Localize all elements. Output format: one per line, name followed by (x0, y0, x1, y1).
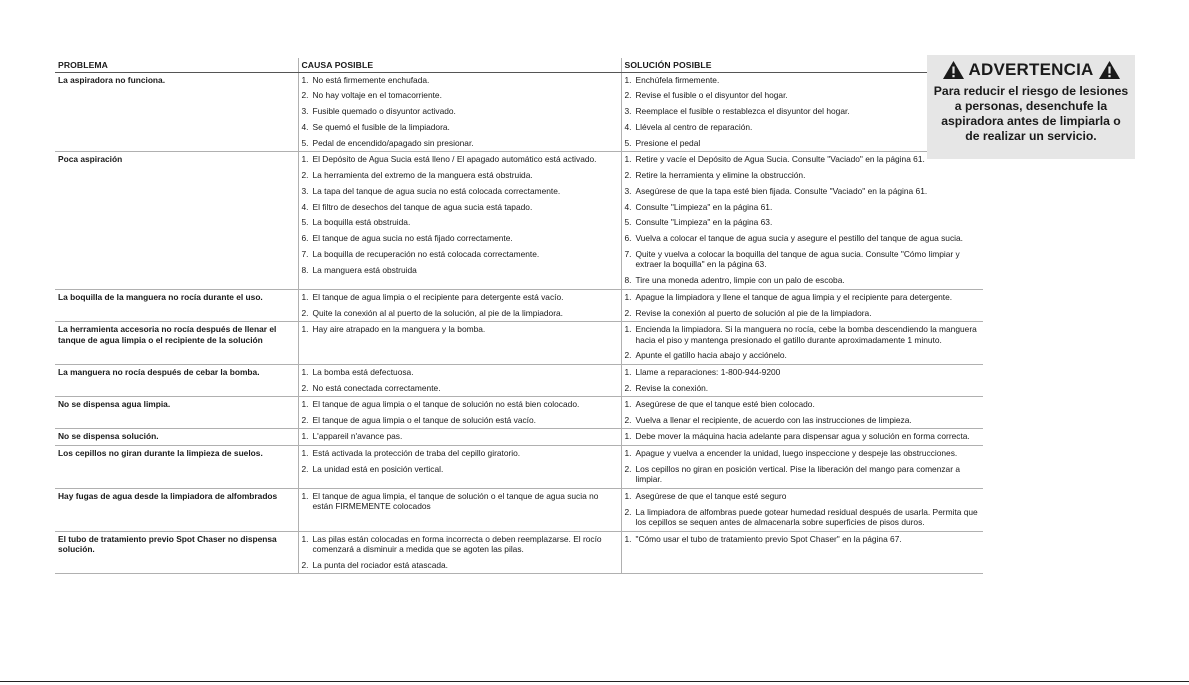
problem-cell: No se dispensa agua limpia. (55, 397, 298, 429)
troubleshooting-table (55, 58, 983, 574)
solution-item (625, 399, 981, 410)
footer-rule (0, 681, 1189, 682)
solution-list (625, 367, 981, 393)
item-number: 2. (301, 307, 309, 318)
item-text: La unidad está en posición vertical. (312, 463, 444, 474)
cause-item (302, 491, 618, 512)
cause-item (302, 217, 618, 228)
item-number: 3. (301, 185, 309, 196)
item-text: Llévela al centro de reparación. (635, 121, 753, 132)
item-number: 2. (624, 506, 632, 517)
solution-item (625, 464, 981, 485)
cause-item (302, 399, 618, 410)
item-number: 1. (624, 366, 632, 377)
cause-list (302, 292, 618, 318)
item-number: 1. (301, 154, 309, 165)
cause-item (302, 308, 618, 319)
item-number: 5. (301, 137, 309, 148)
cause-cell (298, 72, 621, 152)
item-text: El tanque de agua limpia o el tanque de solución no está bien colocado. (312, 399, 580, 410)
item-text: Presione el pedal (635, 137, 701, 148)
item-number: 8. (301, 264, 309, 275)
item-number: 1. (301, 447, 309, 458)
item-number: 7. (624, 248, 632, 259)
item-text: Revise la conexión al puerto de solución al pie de la limpiadora. (635, 307, 872, 318)
item-number: 1. (624, 291, 632, 302)
item-text: El tanque de agua limpia, el tanque de solución o el tanque de agua sucia no están FIRMEMENTE colocados (312, 490, 599, 512)
item-number: 1. (624, 533, 632, 544)
item-text: Revise el fusible o el disyuntor del hogar. (635, 90, 788, 101)
item-text: Asegúrese de que el tanque esté seguro (635, 490, 787, 501)
item-text: Retire la herramienta y elimine la obstrucción. (635, 169, 806, 180)
item-number: 2. (624, 169, 632, 180)
item-text: Retire y vacíe el Depósito de Agua Sucia. Consulte "Vaciado" en la página 61. (635, 154, 925, 165)
item-number: 1. (624, 399, 632, 410)
solution-cell (621, 322, 983, 365)
problem-cell: La boquilla de la manguera no rocía durante el uso. (55, 289, 298, 321)
item-text: Apague y vuelva a encender la unidad, luego inspeccione y despeje las obstrucciones. (635, 447, 958, 458)
item-text: La boquilla de recuperación no está colocada correctamente. (312, 248, 540, 259)
cause-item (302, 75, 618, 86)
cause-item (302, 122, 618, 133)
solution-list (625, 448, 981, 485)
cause-list (302, 431, 618, 442)
item-text: El tanque de agua limpia o el recipiente para detergente está vacío. (312, 291, 564, 302)
item-text: El tanque de agua limpia o el tanque de solución está vacío. (312, 414, 536, 425)
solution-list (625, 491, 981, 528)
cause-item (302, 464, 618, 475)
item-text: Debe mover la máquina hacia adelante para dispensar agua y solución en forma correcta. (635, 431, 970, 442)
cause-item (302, 560, 618, 571)
table-row (55, 531, 983, 574)
item-number: 3. (624, 106, 632, 117)
item-text: No está conectada correctamente. (312, 382, 441, 393)
warning-title: ADVERTENCIA (968, 60, 1094, 79)
table-row (55, 429, 983, 446)
solution-item (625, 217, 981, 228)
item-number: 6. (624, 233, 632, 244)
table-row (55, 152, 983, 290)
item-text: Los cepillos no giran en posición vertical. Pise la liberación del mango para comenzar a limpiar. (635, 463, 960, 485)
solution-item (625, 308, 981, 319)
solution-item (625, 367, 981, 378)
cause-list (302, 75, 618, 149)
header-solution: SOLUCIÓN POSIBLE (621, 58, 983, 72)
item-number: 2. (301, 414, 309, 425)
table-row (55, 488, 983, 531)
cause-item (302, 106, 618, 117)
cause-item (302, 415, 618, 426)
item-text: Enchúfela firmemente. (635, 74, 720, 85)
item-text: Revise la conexión. (635, 382, 709, 393)
item-text: Las pilas están colocadas en forma incorrecta o deben reemplazarse. El rocío comenzará a disminuir a medida que se agoten las pilas. (312, 533, 602, 555)
cause-item (302, 154, 618, 165)
warning-header (927, 60, 1135, 80)
cause-item (302, 90, 618, 101)
item-text: La tapa del tanque de agua sucia no está colocada correctamente. (312, 185, 561, 196)
item-number: 1. (301, 533, 309, 544)
item-text: Está activada la protección de traba del cepillo giratorio. (312, 447, 521, 458)
item-text: No hay voltaje en el tomacorriente. (312, 90, 442, 101)
header-problem: PROBLEMA (55, 58, 298, 72)
item-text: La limpiadora de alfombras puede gotear humedad residual después de usarla. Permita que los cepillos se sequen antes de almacenarla sobre superficies de pisos duros. (635, 506, 978, 528)
warning-text: Para reducir el riesgo de lesiones a personas, desenchufe la aspiradora antes de limpiarla o de realizar un servicio. (933, 84, 1129, 143)
item-number: 2. (301, 559, 309, 570)
item-text: Pedal de encendido/apagado sin presionar. (312, 137, 474, 148)
item-text: Apunte el gatillo hacia abajo y acciónelo. (635, 350, 787, 361)
item-text: Consulte "Limpieza" en la página 63. (635, 217, 773, 228)
cause-list (302, 534, 618, 571)
item-number: 1. (624, 324, 632, 335)
item-text: Apague la limpiadora y llene el tanque de agua limpia y el recipiente para detergente. (635, 291, 953, 302)
item-number: 1. (624, 447, 632, 458)
item-number: 7. (301, 248, 309, 259)
solution-item (625, 324, 981, 345)
item-number: 2. (301, 169, 309, 180)
item-text: No está firmemente enchufada. (312, 74, 430, 85)
item-text: El tanque de agua sucia no está fijado correctamente. (312, 233, 513, 244)
cause-list (302, 324, 618, 335)
item-number: 4. (301, 201, 309, 212)
cause-cell (298, 322, 621, 365)
item-number: 1. (301, 431, 309, 442)
solution-item (625, 534, 981, 545)
item-number: 4. (624, 201, 632, 212)
item-text: Consulte "Limpieza" en la página 61. (635, 201, 773, 212)
item-text: Quite la conexión al al puerto de la solución, al pie de la limpiadora. (312, 307, 563, 318)
item-number: 1. (301, 324, 309, 335)
cause-cell (298, 429, 621, 446)
solution-item (625, 350, 981, 361)
item-number: 1. (301, 291, 309, 302)
warning-triangle-icon (942, 60, 965, 80)
item-number: 2. (301, 90, 309, 101)
item-number: 1. (301, 399, 309, 410)
solution-item (625, 491, 981, 502)
item-text: L'appareil n'avance pas. (312, 431, 403, 442)
item-text: Vuelva a colocar el tanque de agua sucia y asegure el pestillo del tanque de agua sucia. (635, 233, 963, 244)
item-number: 5. (301, 217, 309, 228)
problem-cell: La manguera no rocía después de cebar la bomba. (55, 364, 298, 396)
cause-cell (298, 531, 621, 574)
cause-item (302, 367, 618, 378)
problem-cell: Los cepillos no giran durante la limpieza de suelos. (55, 445, 298, 488)
cause-list (302, 491, 618, 512)
problem-cell: La herramienta accesoria no rocía después de llenar el tanque de agua limpia o el recipiente de la solución (55, 322, 298, 365)
cause-item (302, 186, 618, 197)
item-text: Llame a reparaciones: 1-800-944-9200 (635, 366, 781, 377)
solution-cell (621, 429, 983, 446)
solution-item (625, 448, 981, 459)
solution-list (625, 534, 981, 545)
item-text: Asegúrese de que el tanque esté bien colocado. (635, 399, 815, 410)
solution-cell (621, 531, 983, 574)
solution-item (625, 507, 981, 528)
table-row (55, 289, 983, 321)
cause-item (302, 138, 618, 149)
solution-item (625, 233, 981, 244)
item-number: 4. (624, 121, 632, 132)
problem-cell: No se dispensa solución. (55, 429, 298, 446)
problem-cell: El tubo de tratamiento previo Spot Chaser no dispensa solución. (55, 531, 298, 574)
item-text: Hay aire atrapado en la manguera y la bomba. (312, 324, 486, 335)
item-text: La punta del rociador está atascada. (312, 559, 448, 570)
table-row (55, 445, 983, 488)
cause-list (302, 154, 618, 275)
item-number: 2. (301, 382, 309, 393)
solution-cell (621, 445, 983, 488)
item-number: 6. (301, 233, 309, 244)
item-number: 1. (301, 490, 309, 501)
item-number: 1. (624, 74, 632, 85)
item-number: 1. (301, 74, 309, 85)
item-text: Tire una moneda adentro, limpie con un palo de escoba. (635, 275, 845, 286)
cause-cell (298, 488, 621, 531)
item-number: 4. (301, 121, 309, 132)
cause-item (302, 324, 618, 335)
solution-item (625, 249, 981, 270)
item-number: 5. (624, 217, 632, 228)
item-text: "Cómo usar el tubo de tratamiento previo Spot Chaser" en la página 67. (635, 533, 902, 544)
item-number: 2. (624, 414, 632, 425)
table-row (55, 364, 983, 396)
item-text: La manguera está obstruida (312, 264, 417, 275)
cause-cell (298, 364, 621, 396)
item-number: 3. (301, 106, 309, 117)
item-text: Vuelva a llenar el recipiente, de acuerdo con las instrucciones de limpieza. (635, 414, 912, 425)
solution-list (625, 399, 981, 425)
cause-cell (298, 445, 621, 488)
cause-item (302, 431, 618, 442)
solution-item (625, 431, 981, 442)
item-text: Se quemó el fusible de la limpiadora. (312, 121, 450, 132)
cause-list (302, 399, 618, 425)
cause-item (302, 202, 618, 213)
table-header-row (55, 58, 983, 72)
item-number: 1. (624, 490, 632, 501)
solution-item (625, 170, 981, 181)
solution-list (625, 324, 981, 361)
cause-cell (298, 289, 621, 321)
solution-item (625, 275, 981, 286)
item-text: Reemplace el fusible o restablezca el disyuntor del hogar. (635, 106, 850, 117)
cause-list (302, 367, 618, 393)
cause-item (302, 383, 618, 394)
cause-item (302, 249, 618, 260)
problem-cell: La aspiradora no funciona. (55, 72, 298, 152)
cause-item (302, 265, 618, 276)
problem-cell: Poca aspiración (55, 152, 298, 290)
solution-cell (621, 397, 983, 429)
item-number: 1. (301, 366, 309, 377)
item-number: 3. (624, 185, 632, 196)
table-row (55, 322, 983, 365)
item-number: 2. (624, 350, 632, 361)
cause-cell (298, 152, 621, 290)
solution-list (625, 431, 981, 442)
item-text: El filtro de desechos del tanque de agua sucia está tapado. (312, 201, 533, 212)
solution-cell (621, 364, 983, 396)
item-number: 2. (624, 382, 632, 393)
item-number: 1. (624, 431, 632, 442)
header-cause: CAUSA POSIBLE (298, 58, 621, 72)
item-number: 2. (624, 307, 632, 318)
item-text: El Depósito de Agua Sucia está lleno / El apagado automático está activado. (312, 154, 597, 165)
warning-triangle-icon (1098, 60, 1121, 80)
problem-cell: Hay fugas de agua desde la limpiadora de alfombrados (55, 488, 298, 531)
item-number: 2. (624, 90, 632, 101)
table-row (55, 72, 983, 152)
cause-item (302, 292, 618, 303)
solution-cell (621, 289, 983, 321)
item-text: Encienda la limpiadora. Si la manguera no rocía, cebe la bomba descendiendo la manguera hacia el piso y mantenga presionado el gatillo durante aproximadamente 1 minuto. (635, 324, 977, 345)
solution-item (625, 202, 981, 213)
solution-list (625, 154, 981, 286)
solution-list (625, 292, 981, 318)
solution-item (625, 383, 981, 394)
solution-item (625, 292, 981, 303)
item-number: 1. (624, 154, 632, 165)
item-text: Asegúrese de que la tapa esté bien fijada. Consulte "Vaciado" en la página 61. (635, 185, 928, 196)
item-number: 2. (301, 463, 309, 474)
item-text: La bomba está defectuosa. (312, 366, 414, 377)
item-number: 2. (624, 463, 632, 474)
item-number: 8. (624, 275, 632, 286)
cause-item (302, 170, 618, 181)
item-text: Quite y vuelva a colocar la boquilla del tanque de agua sucia. Consulte "Cómo limpiar y extraer la boquilla" en la página 63. (635, 248, 960, 270)
cause-cell (298, 397, 621, 429)
table-body (55, 72, 983, 574)
solution-item (625, 415, 981, 426)
item-text: Fusible quemado o disyuntor activado. (312, 106, 456, 117)
cause-list (302, 448, 618, 474)
solution-cell (621, 488, 983, 531)
table-row (55, 397, 983, 429)
cause-item (302, 233, 618, 244)
solution-cell (621, 152, 983, 290)
cause-item (302, 448, 618, 459)
item-text: La boquilla está obstruida. (312, 217, 411, 228)
item-number: 5. (624, 137, 632, 148)
warning-box (927, 55, 1135, 159)
cause-item (302, 534, 618, 555)
item-text: La herramienta del extremo de la manguera está obstruida. (312, 169, 533, 180)
solution-item (625, 186, 981, 197)
